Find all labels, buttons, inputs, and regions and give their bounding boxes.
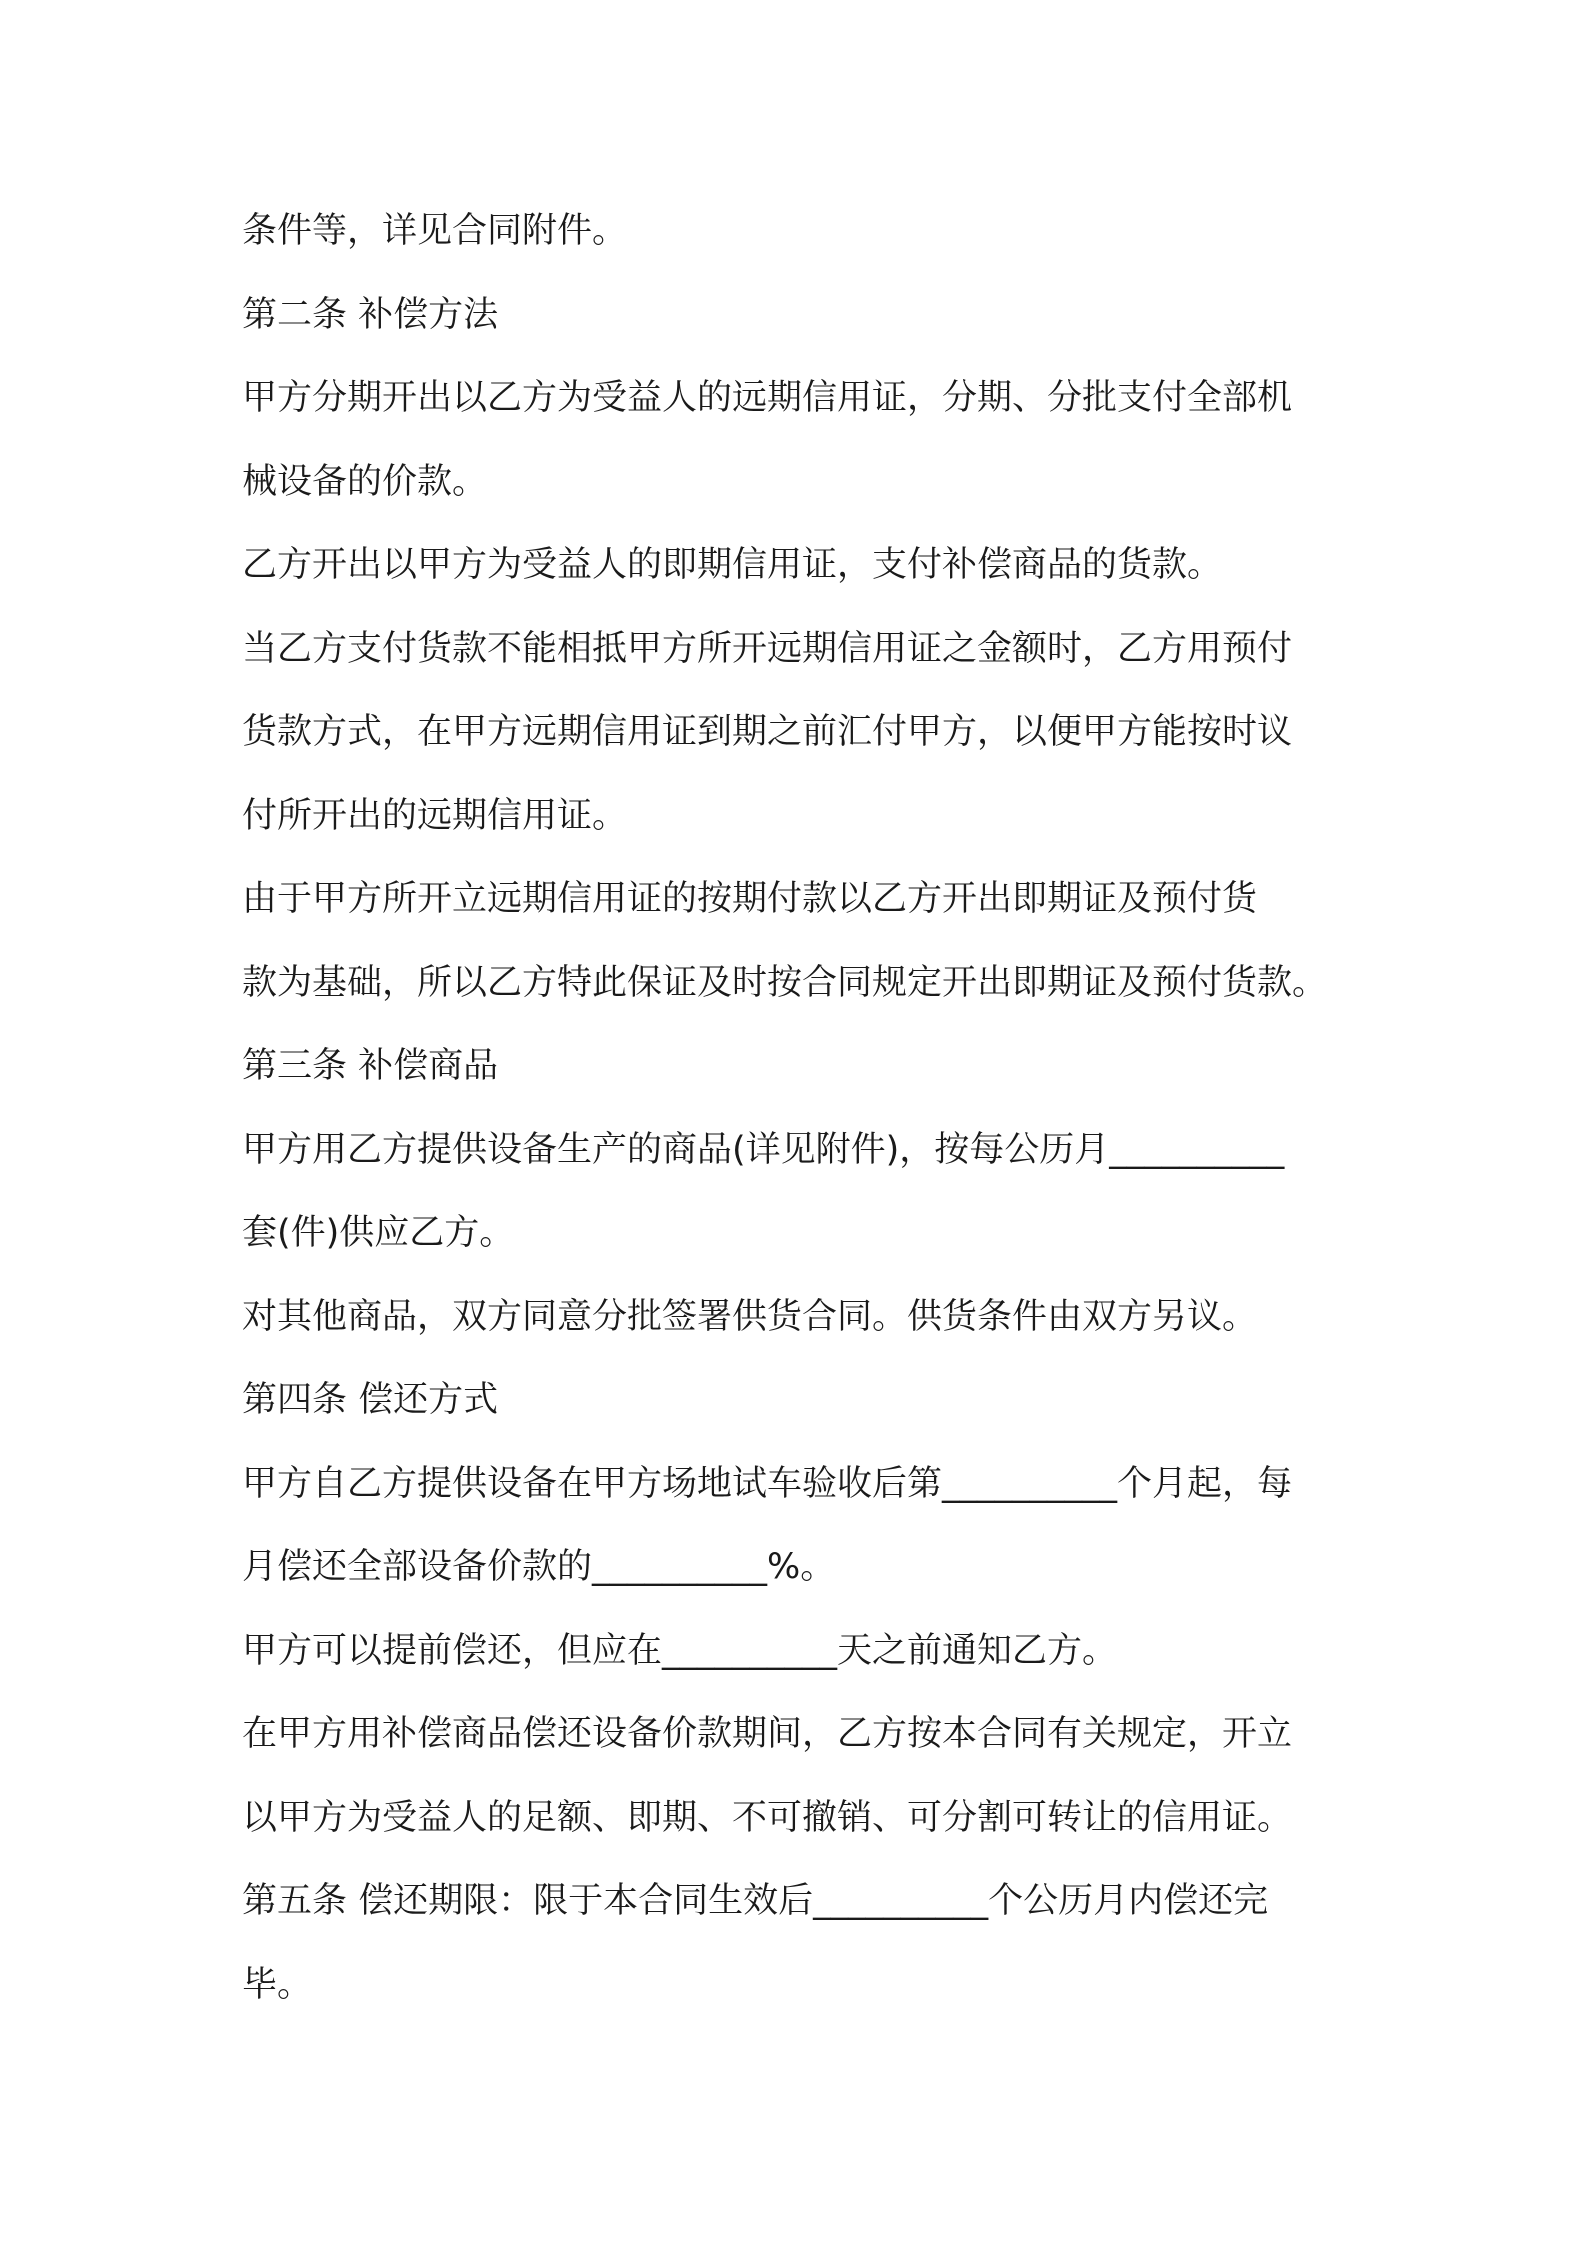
text-line: 付所开出的远期信用证。 — [242, 795, 628, 836]
text-line: 甲方可以提前偿还，但应在__________天之前通知乙方。 — [242, 1630, 1118, 1671]
text-line: 由于甲方所开立远期信用证的按期付款以乙方开出即期证及预付货 — [242, 879, 1258, 919]
section-heading-article-4: 第四条 偿还方式 — [242, 1380, 499, 1420]
text-line: 条件等，详见合同附件。 — [242, 211, 628, 251]
text-line: 甲方分期开出以乙方为受益人的远期信用证，分期、分批支付全部机 — [242, 378, 1293, 418]
text-line: 款为基础，所以乙方特此保证及时按合同规定开出即期证及预付货款。 — [242, 962, 1328, 1003]
text-line: 乙方开出以甲方为受益人的即期信用证，支付补偿商品的货款。 — [242, 545, 1223, 585]
section-heading-article-3: 第三条 补偿商品 — [242, 1046, 499, 1086]
text-line: 对其他商品，双方同意分批签署供货合同。供货条件由双方另议。 — [242, 1296, 1258, 1337]
text-line: 甲方用乙方提供设备生产的商品(详见附件)，按每公历月__________ — [242, 1129, 1285, 1170]
contract-text — [242, 190, 1392, 2027]
text-line: 套(件)供应乙方。 — [242, 1213, 515, 1253]
text-line: 货款方式，在甲方远期信用证到期之前汇付甲方，以便甲方能按时议 — [242, 712, 1293, 752]
text-line: 以甲方为受益人的足额、即期、不可撤销、可分割可转让的信用证。 — [242, 1797, 1293, 1838]
text-line: 月偿还全部设备价款的__________%。 — [242, 1547, 836, 1587]
section-heading-article-5: 第五条 偿还期限：限于本合同生效后__________个公历月内偿还完 — [242, 1881, 1269, 1921]
section-heading-article-2: 第二条 补偿方法 — [242, 294, 499, 335]
text-line: 当乙方支付货款不能相抵甲方所开远期信用证之金额时，乙方用预付 — [242, 628, 1293, 669]
text-line: 毕。 — [242, 1964, 313, 2005]
text-line: 在甲方用补偿商品偿还设备价款期间，乙方按本合同有关规定，开立 — [242, 1714, 1293, 1754]
text-line: 械设备的价款。 — [242, 461, 488, 502]
text-line: 甲方自乙方提供设备在甲方场地试车验收后第__________个月起，每 — [242, 1463, 1293, 1504]
